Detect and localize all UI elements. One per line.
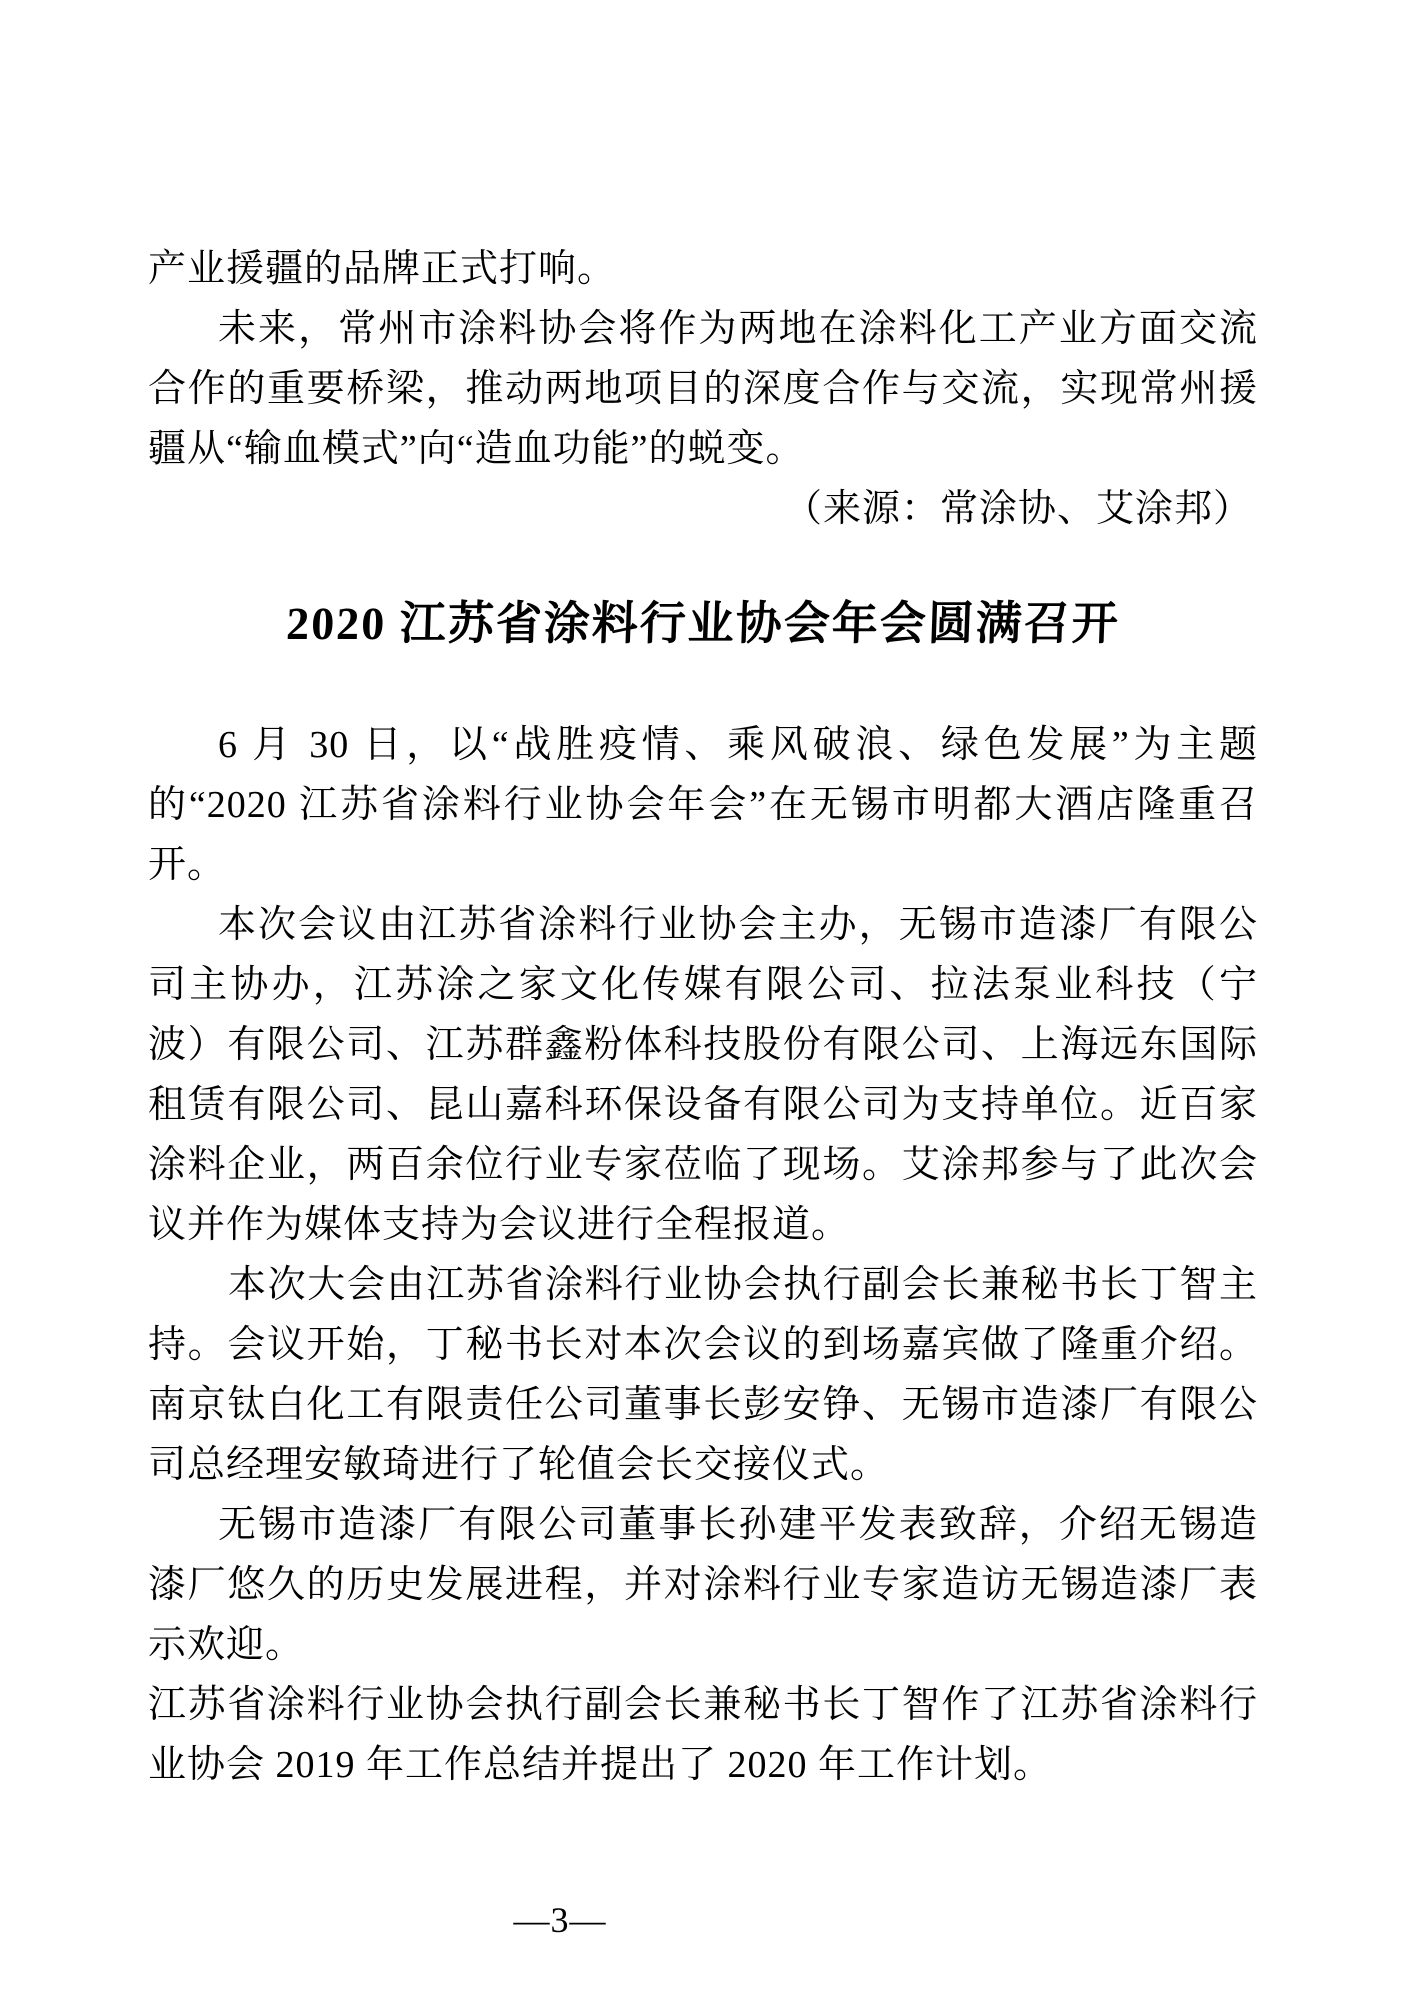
page-number: —3— [513,1900,607,1940]
paragraph: 产业援疆的品牌正式打响。 [148,248,617,290]
paragraph: 本次大会由江苏省涂料行业协会执行副会长兼秘书长丁智主持。会议开始，丁秘书长对本次会议的到场嘉宾做了隆重介绍。南京钛白化工有限责任公司董事长彭安铮、无锡市造漆厂有限公司总经理安敏琦进行了轮值会长交接仪式。 [148,1264,1258,1486]
source-attribution: （来源：常涂协、艾涂邦） [783,488,1252,530]
text-column [148,239,1258,1795]
article-title: 2020 江苏省涂料行业协会年会圆满召开 [285,598,1121,649]
paragraph: 6 月 30 日，以“战胜疫情、乘风破浪、绿色发展”为主题的“2020 江苏省涂料行业协会年会”在无锡市明都大酒店隆重召开。 [148,724,1258,886]
paragraph: 本次会议由江苏省涂料行业协会主办，无锡市造漆厂有限公司主协办，江苏涂之家文化传媒有限公司、拉法泵业科技（宁波）有限公司、江苏群鑫粉体科技股份有限公司、上海远东国际租赁有限公司、昆山嘉科环保设备有限公司为支持单位。近百家涂料企业，两百余位行业专家莅临了现场。艾涂邦参与了此次会议并作为媒体支持为会议进行全程报道。 [148,904,1258,1246]
paragraph: 无锡市造漆厂有限公司董事长孙建平发表致辞，介绍无锡造漆厂悠久的历史发展进程，并对涂料行业专家造访无锡造漆厂表示欢迎。 [148,1504,1258,1666]
paragraph: 未来，常州市涂料协会将作为两地在涂料化工产业方面交流合作的重要桥梁，推动两地项目的深度合作与交流，实现常州援疆从“输血模式”向“造血功能”的蜕变。 [148,308,1258,470]
paragraph: 江苏省涂料行业协会执行副会长兼秘书长丁智作了江苏省涂料行业协会 2019 年工作总结并提出了 2020 年工作计划。 [148,1684,1258,1786]
